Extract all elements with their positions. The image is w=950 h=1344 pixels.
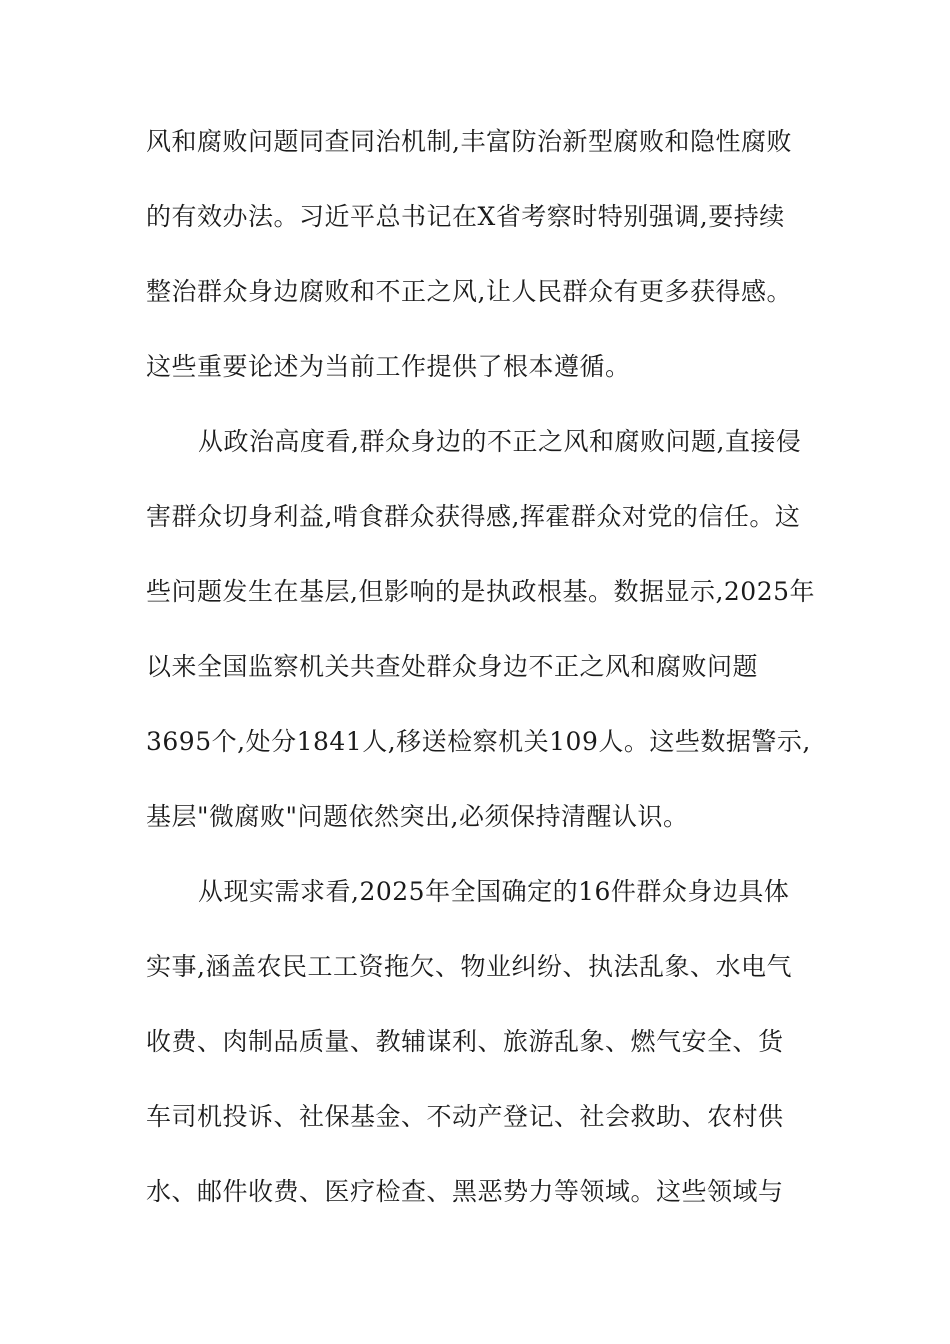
- text-line: 实事,涵盖农民工工资拖欠、物业纠纷、执法乱象、水电气: [146, 952, 792, 981]
- text-line: 基层"微腐败"问题依然突出,必须保持清醒认识。: [146, 802, 689, 831]
- text-line: 的有效办法。习近平总书记在X省考察时特别强调,要持续: [146, 202, 785, 231]
- text-line: 收费、肉制品质量、教辅谋利、旅游乱象、燃气安全、货: [146, 1027, 784, 1056]
- text-line: 害群众切身利益,啃食群众获得感,挥霍群众对党的信任。这: [146, 502, 801, 531]
- paragraph-first-line: 从政治高度看,群众身边的不正之风和腐败问题,直接侵: [198, 427, 802, 456]
- body-text: [146, 120, 816, 1245]
- text-line: 些问题发生在基层,但影响的是执政根基。数据显示,2025年: [146, 577, 816, 606]
- text-line: 车司机投诉、社保基金、不动产登记、社会救助、农村供: [146, 1102, 784, 1131]
- text-line: 3695个,处分1841人,移送检察机关109人。这些数据警示,: [146, 727, 811, 756]
- paragraph-first-line: 从现实需求看,2025年全国确定的16件群众身边具体: [198, 877, 790, 906]
- text-line: 以来全国监察机关共查处群众身边不正之风和腐败问题: [146, 652, 759, 681]
- text-line: 这些重要论述为当前工作提供了根本遵循。: [146, 352, 631, 381]
- text-line: 风和腐败问题同查同治机制,丰富防治新型腐败和隐性腐败: [146, 127, 792, 156]
- text-line: 水、邮件收费、医疗检查、黑恶势力等领域。这些领域与: [146, 1177, 784, 1206]
- text-line: 整治群众身边腐败和不正之风,让人民群众有更多获得感。: [146, 277, 792, 306]
